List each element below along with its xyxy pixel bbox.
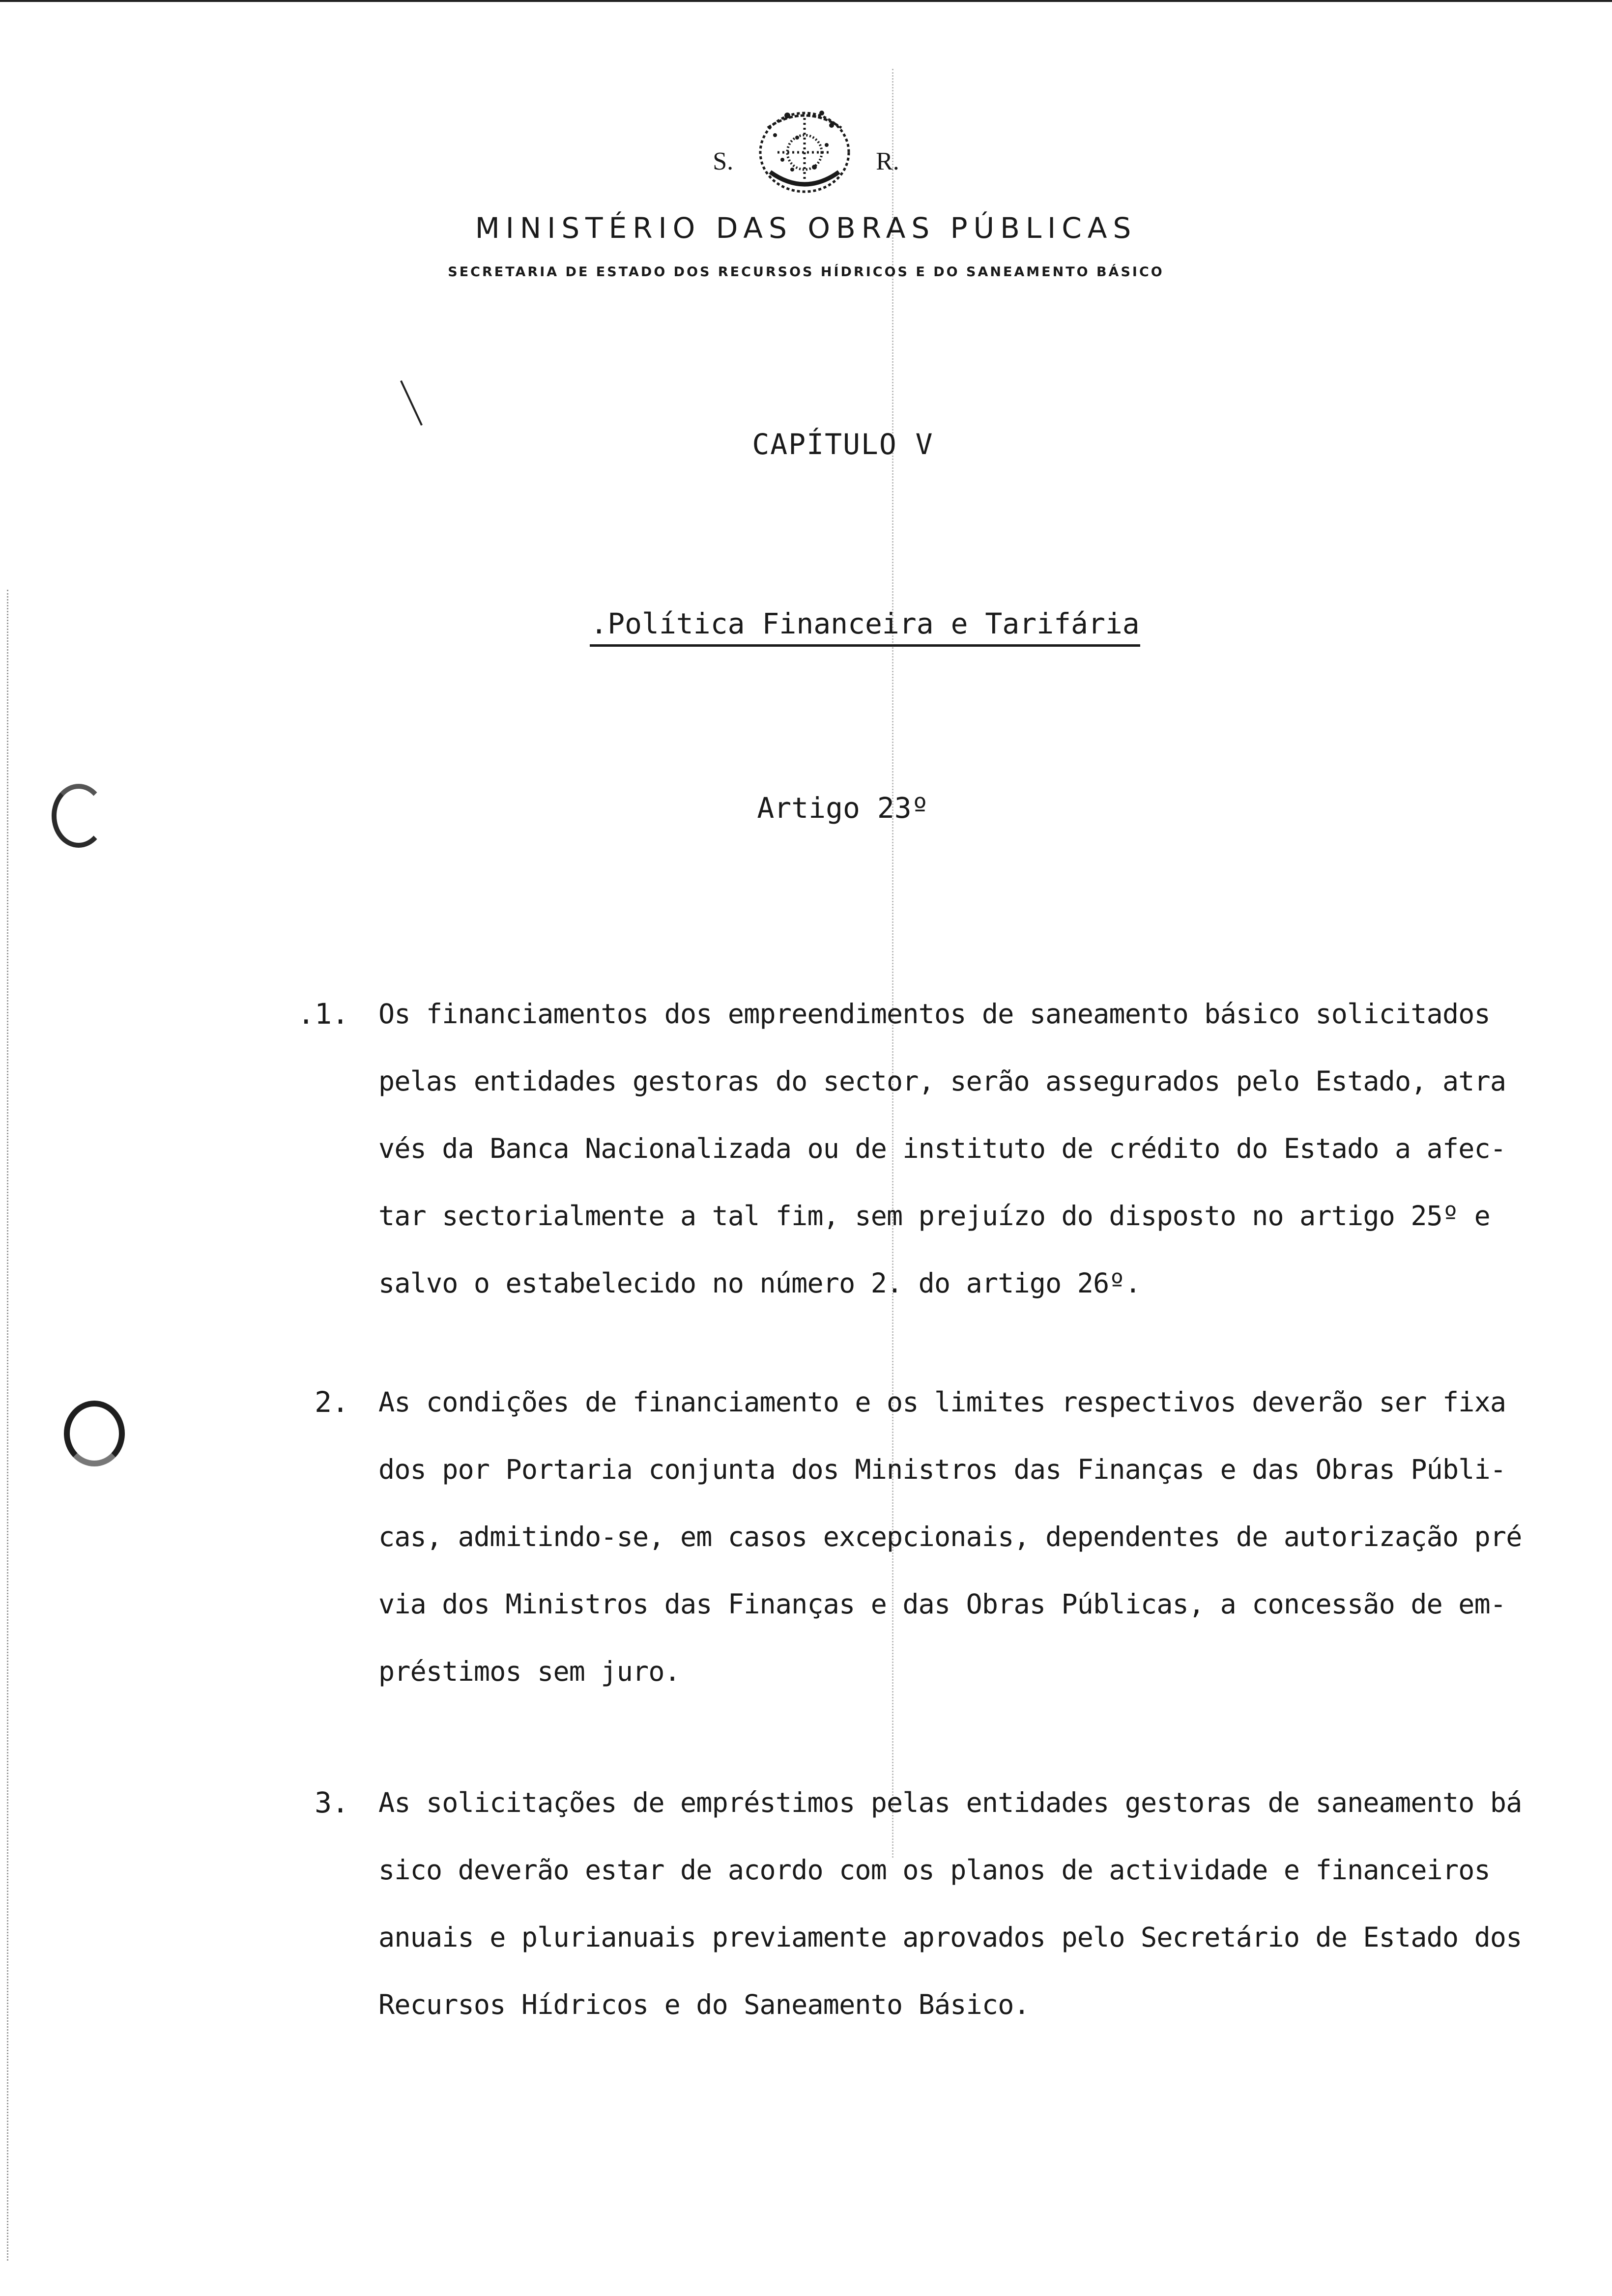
paragraph-line: préstimos sem juro. [378,1656,680,1687]
paragraph-3 [275,1769,1573,2038]
paragraph-number: 2. [315,1385,349,1419]
paragraph-number: .1. [297,997,349,1031]
paragraph-line: As solicitações de empréstimos pelas entidades gestoras de saneamento bá [378,1787,1522,1818]
paragraph-line: pelas entidades gestoras do sector, serão assegurados pelo Estado, atra [378,1065,1506,1097]
letterhead [0,93,1612,280]
paragraph-line: cas, admitindo-se, em casos excepcionais, dependentes de autorização pré [378,1521,1522,1552]
seal-row [0,93,1612,201]
paragraph-line: Recursos Hídricos e do Saneamento Básico. [378,1989,1030,2020]
paragraph-1 [275,980,1573,1317]
punch-hole-mark [64,1401,125,1466]
paragraph-line: Os financiamentos dos empreendimentos de saneamento básico solicitados [378,998,1490,1030]
paragraph-line: As condições de financiamento e os limites respectivos deverão ser fixa [378,1386,1506,1418]
ministry-name: MINISTÉRIO DAS OBRAS PÚBLICAS [475,211,1137,245]
scan-left-edge [7,590,9,2261]
paragraph-number: 3. [315,1786,349,1819]
paragraph-line: sico deverão estar de acordo com os planos de actividade e financeiros [378,1854,1490,1886]
paragraph-line: dos por Portaria conjunta dos Ministros das Finanças e das Obras Públi- [378,1454,1506,1485]
paragraph-line: vés da Banca Nacionalizada ou de instituto de crédito do Estado a afec- [378,1133,1506,1164]
paragraph-line: via dos Ministros das Finanças e das Obras Públicas, a concessão de em- [378,1588,1506,1620]
seal-letter-s: S. [713,147,734,175]
paragraph-2 [275,1369,1573,1705]
page-top-border [0,0,1612,2]
paragraph-line: anuais e plurianuais previamente aprovados pelo Secretário de Estado dos [378,1922,1522,1953]
article-heading: Artigo 23º [757,791,929,825]
coat-of-arms-icon [748,98,861,201]
chapter-heading: CAPÍTULO V [752,428,934,461]
section-title: .Política Financeira e Tarifária [590,607,1140,647]
paragraph-line: salvo o estabelecido no número 2. do artigo 26º. [378,1267,1141,1299]
paragraph-line: tar sectorialmente a tal fim, sem prejuízo do disposto no artigo 25º e [378,1200,1490,1232]
secretaria-name: SECRETARIA DE ESTADO DOS RECURSOS HÍDRICOS E DO SANEAMENTO BÁSICO [448,264,1164,280]
pen-mark [400,380,423,426]
seal-letter-r: R. [876,147,899,175]
